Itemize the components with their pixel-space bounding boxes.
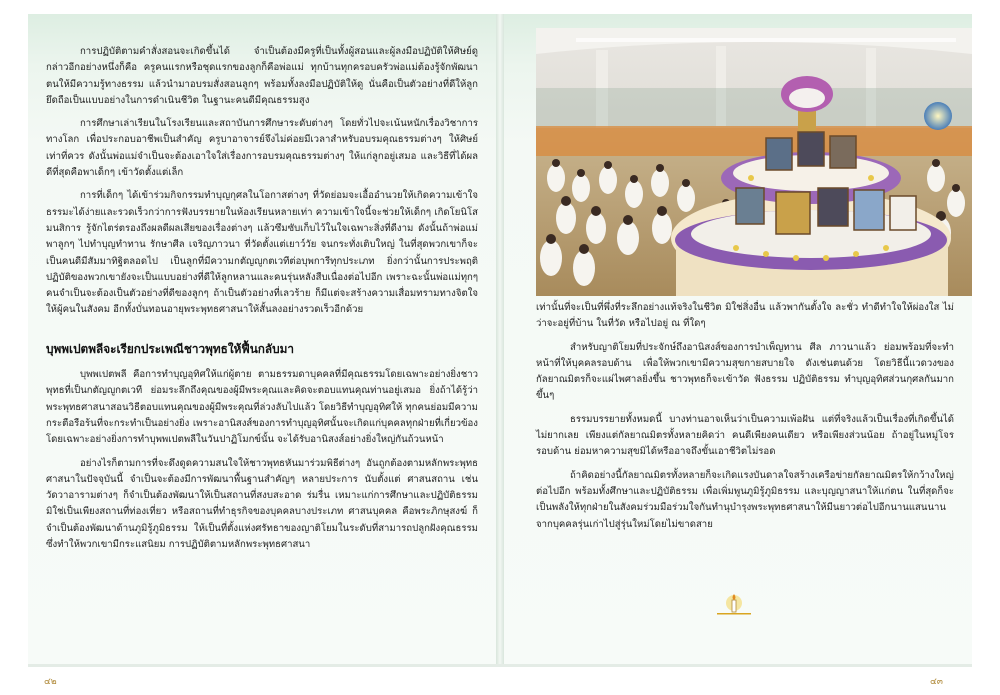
left-paragraph-3: การที่เด็กๆ ได้เข้าร่วมกิจกรรมทำบุญกุศลในโอกาสต่างๆ ที่วัดย่อมจะเอื้ออำนวยให้เกิดความเข้าใจธรรมะได้ง่ายและรวดเร็วกว่าการฟังบรรยายในห้องเรียนหลายเท่า ความเข้าใจนี้จะช่วยให้เด็กๆ เกิดโยนิโสมนสิการ รู้จักไตร่ตรองถึงผลดีผลเสียของเรื่องต่างๆ แล้วซึมซับเก็บไว้ในใจเฉพาะสิ่งที่ดีงาม ดังนั้นถ้าพ่อแม่พาลูกๆ ไปทำบุญทำทาน รักษาศีล เจริญภาวนา ที่วัดตั้งแต่เยาว์วัย จนกระทั่งเติบใหญ่ ในที่สุดพวกเขาก็จะเป็นคนดีมีสัมมาทิฐิตลอดไป เป็นลูกที่มีความกตัญญูกตเวทีต่อบุพการีทุกประเภท ยิ่งกว่านั้นการประพฤติปฏิบัติของพวกเขายังจะเป็นแบบอย่างที่ดีให้ลูกหลานและคนรุ่นหลังสืบเนื่องต่อไปอีก เพราะฉะนั้นพ่อแม่ทุกๆ คนจำเป็นจะต้องเป็นตัวอย่างที่ดีของลูกๆ ถ้าเป็นตัวอย่างที่เลวร้าย ก็มีแต่จะสร้างความเสื่อมทรามทางจิตใจให้ผู้คนในสังคม อีกทั้งบั่นทอนอายุพระพุทธศาสนาให้สั้นลงอย่างรวดเร็วอีกด้วย xyxy=(46,190,478,316)
right-paragraph-4: ถ้าคิดอย่างนี้กัลยาณมิตรทั้งหลายก็จะเกิดแรงบันดาลใจสร้างเครือข่ายกัลยาณมิตรให้กว้างใหญ่ต่อไปอีก พร้อมทั้งศึกษาและปฏิบัติธรรม เพื่อเพิ่มพูนภูมิรู้ภูมิธรรม และบุญญาสนาให้แก่ตน ในที่สุดก็จะเป็นพลังให้ทุกฝ่ายในสังคมร่วมมือร่วมใจกันทำนุบำรุงพระพุทธศาสนาให้มีนยาวต่อไปอีกนานแสนนาน จากบุคคลรุ่นเก่าไปสู่รุ่นใหม่โดยไม่ขาดสาย xyxy=(536,469,954,530)
left-page-text xyxy=(46,44,478,560)
book-gutter xyxy=(496,14,504,664)
right-page-text xyxy=(536,300,954,540)
left-paragraph-5: อย่างไรก็ตามการที่จะดึงดูดความสนใจให้ชาวพุทธหันมาร่วมพิธีต่างๆ อันถูกต้องตามหลักพระพุทธศาสนาในปัจจุบันนี้ จำเป็นจะต้องมีการพัฒนาพื้นฐานสำคัญๆ หลายประการ นับตั้งแต่ ศาสนสถาน เช่นวัดวาอารามต่างๆ ก็จำเป็นต้องพัฒนาให้เป็นสถานที่สงบสะอาด ร่มรื่น เหมาะแก่การศึกษาและปฏิบัติธรรม มิใช่เป็นเพียงสถานที่ท่องเที่ยว หรือสถานที่ทำธุรกิจของบุคคลบางประเภท ศาสนบุคคล คือพระภิกษุสงฆ์ ก็จำเป็นต้องพัฒนาด้านภูมิรู้ภูมิธรรม ให้เป็นที่ตั้งแห่งศรัทธาของญาติโยมในระดับที่สามารถปลูกฝังคุณธรรมซึ่งทำให้พวกเขามีกระแสนิยม การปฏิบัติตามหลักพระพุทธศาสนา xyxy=(46,457,478,551)
left-paragraph-4: บุพพเปตพลี คือการทำบุญอุทิศให้แก่ผู้ตาย ตามธรรมดาบุคคลที่มีคุณธรรมโดยเฉพาะอย่างยิ่งชาวพุทธที่เป็นกตัญญูกตเวที ย่อมระลึกถึงคุณของผู้มีพระคุณและคิดจะตอบแทนคุณท่านอยู่เสมอ ยิ่งถ้าได้รู้ว่าพระพุทธศาสนาสอนวิธีตอบแทนคุณของผู้มีพระคุณที่ล่วงลับไปแล้ว โดยวิธีทำบุญอุทิศให้ ทุกคนย่อมมีความกระตือรือร้นที่จะกระทำเป็นอย่างยิ่ง เพราะอานิสงส์ของการทำบุญอุทิศนั้นจะเกิดแก่บุคคลทุกฝ่ายที่เกี่ยวข้อง โดยเฉพาะอย่างยิ่งการทำบุพพเปตพลีในวันปาฏิโมกข์นั้น จะได้รับอานิสงส์อย่างยิ่งใหญ่กันถ้วนหน้า xyxy=(46,369,478,446)
left-paragraph-2: การศึกษาเล่าเรียนในโรงเรียนและสถาบันการศึกษาระดับต่างๆ โดยทั่วไปจะเน้นหนักเรื่องวิชาการทางโลก เพื่อประกอบอาชีพเป็นสำคัญ ครูบาอาจารย์จึงไม่ค่อยมีเวลาสำหรับอบรมคุณธรรมต่างๆ ให้ศิษย์เท่าที่ควร ดังนั้นพ่อแม่จำเป็นจะต้องเอาใจใส่เรื่องการอบรมคุณธรรมต่างๆ ให้แก่ลูกอยู่เสมอ และวิธีที่ได้ผลดีที่สุดคือพาเด็กๆ เข้าวัดตั้งแต่เล็ก xyxy=(46,118,478,179)
left-page xyxy=(28,14,496,664)
left-page-number: ๔๒ xyxy=(44,677,57,687)
right-page xyxy=(504,14,972,664)
candle-ornament-icon xyxy=(717,592,751,618)
temple-ceremony-photo xyxy=(536,28,972,296)
right-paragraph-1: เท่านั้นที่จะเป็นที่พึ่งที่ระลึกอย่างแท้จริงในชีวิต มิใช่สิ่งอื่น แล้วพากันตั้งใจ ละชั่ว ทำดีทำใจให้ผ่องใส ไม่ว่าจะอยู่ที่บ้าน ในที่วัด หรือไปอยู่ ณ ที่ใดๆ xyxy=(536,302,954,330)
right-paragraph-3: ธรรมบรรยายทั้งหมดนี้ บางท่านอาจเห็นว่าเป็นความเพ้อฝัน แต่ที่จริงแล้วเป็นเรื่องที่เกิดขึ้นได้ไม่ยากเลย เพียงแต่กัลยาณมิตรทั้งหลายคิดว่า คนดีเพียงคนเดียว หรือเพียงส่วนน้อย ถ้าอยู่ในหมู่โจรรอบด้าน ย่อมหาความสุขมิได้หรืออาจถึงขั้นเอาชีวิตไม่รอด xyxy=(536,413,954,458)
page-bottom-edge xyxy=(28,664,972,667)
left-paragraph-1: การปฏิบัติตามคำสั่งสอนจะเกิดขึ้นได้ จำเป็นต้องมีครูที่เป็นทั้งผู้สอนและผู้ลงมือปฏิบัติให้ศิษย์ดู กล่าวอีกอย่างหนึ่งก็คือ ครูคนแรกหรือชุดแรกของลูกก็คือพ่อแม่ ทุกบ้านทุกครอบครัวพ่อแม่ต้องรู้จักพัฒนาตนให้มีความรู้ทางธรรม แล้วนำมาอบรมสั่งสอนลูกๆ พร้อมทั้งลงมือปฏิบัติให้ดู นั่นคือเป็นตัวอย่างที่ดีให้ลูกยึดถือเป็นแบบอย่างในการดำเนินชีวิต ในฐานะคนดีมีคุณธรรมสูง xyxy=(46,46,478,106)
right-paragraph-2: สำหรับญาติโยมที่ประจักษ์ถึงอานิสงส์ของการบำเพ็ญทาน ศีล ภาวนาแล้ว ย่อมพร้อมที่จะทำหน้าที่ให้บุคคลรอบด้าน เพื่อให้พวกเขามีความสุขกายสบายใจ ดังเช่นตนด้วย โดยวิธีนี้แวดวงของกัลยาณมิตรก็จะแผ่ไพศาลยิ่งขึ้น ชาวพุทธก็จะเข้าวัด ฟังธรรม ปฏิบัติธรรม ทำบุญอุทิศส่วนกุศลกันมากขึ้นๆ xyxy=(536,341,954,402)
right-page-number: ๔๓ xyxy=(930,677,943,687)
section-heading: บุพพเปตพลีจะเรียกประเพณีชาวพุทธให้ฟื้นกลับมา xyxy=(46,341,295,356)
